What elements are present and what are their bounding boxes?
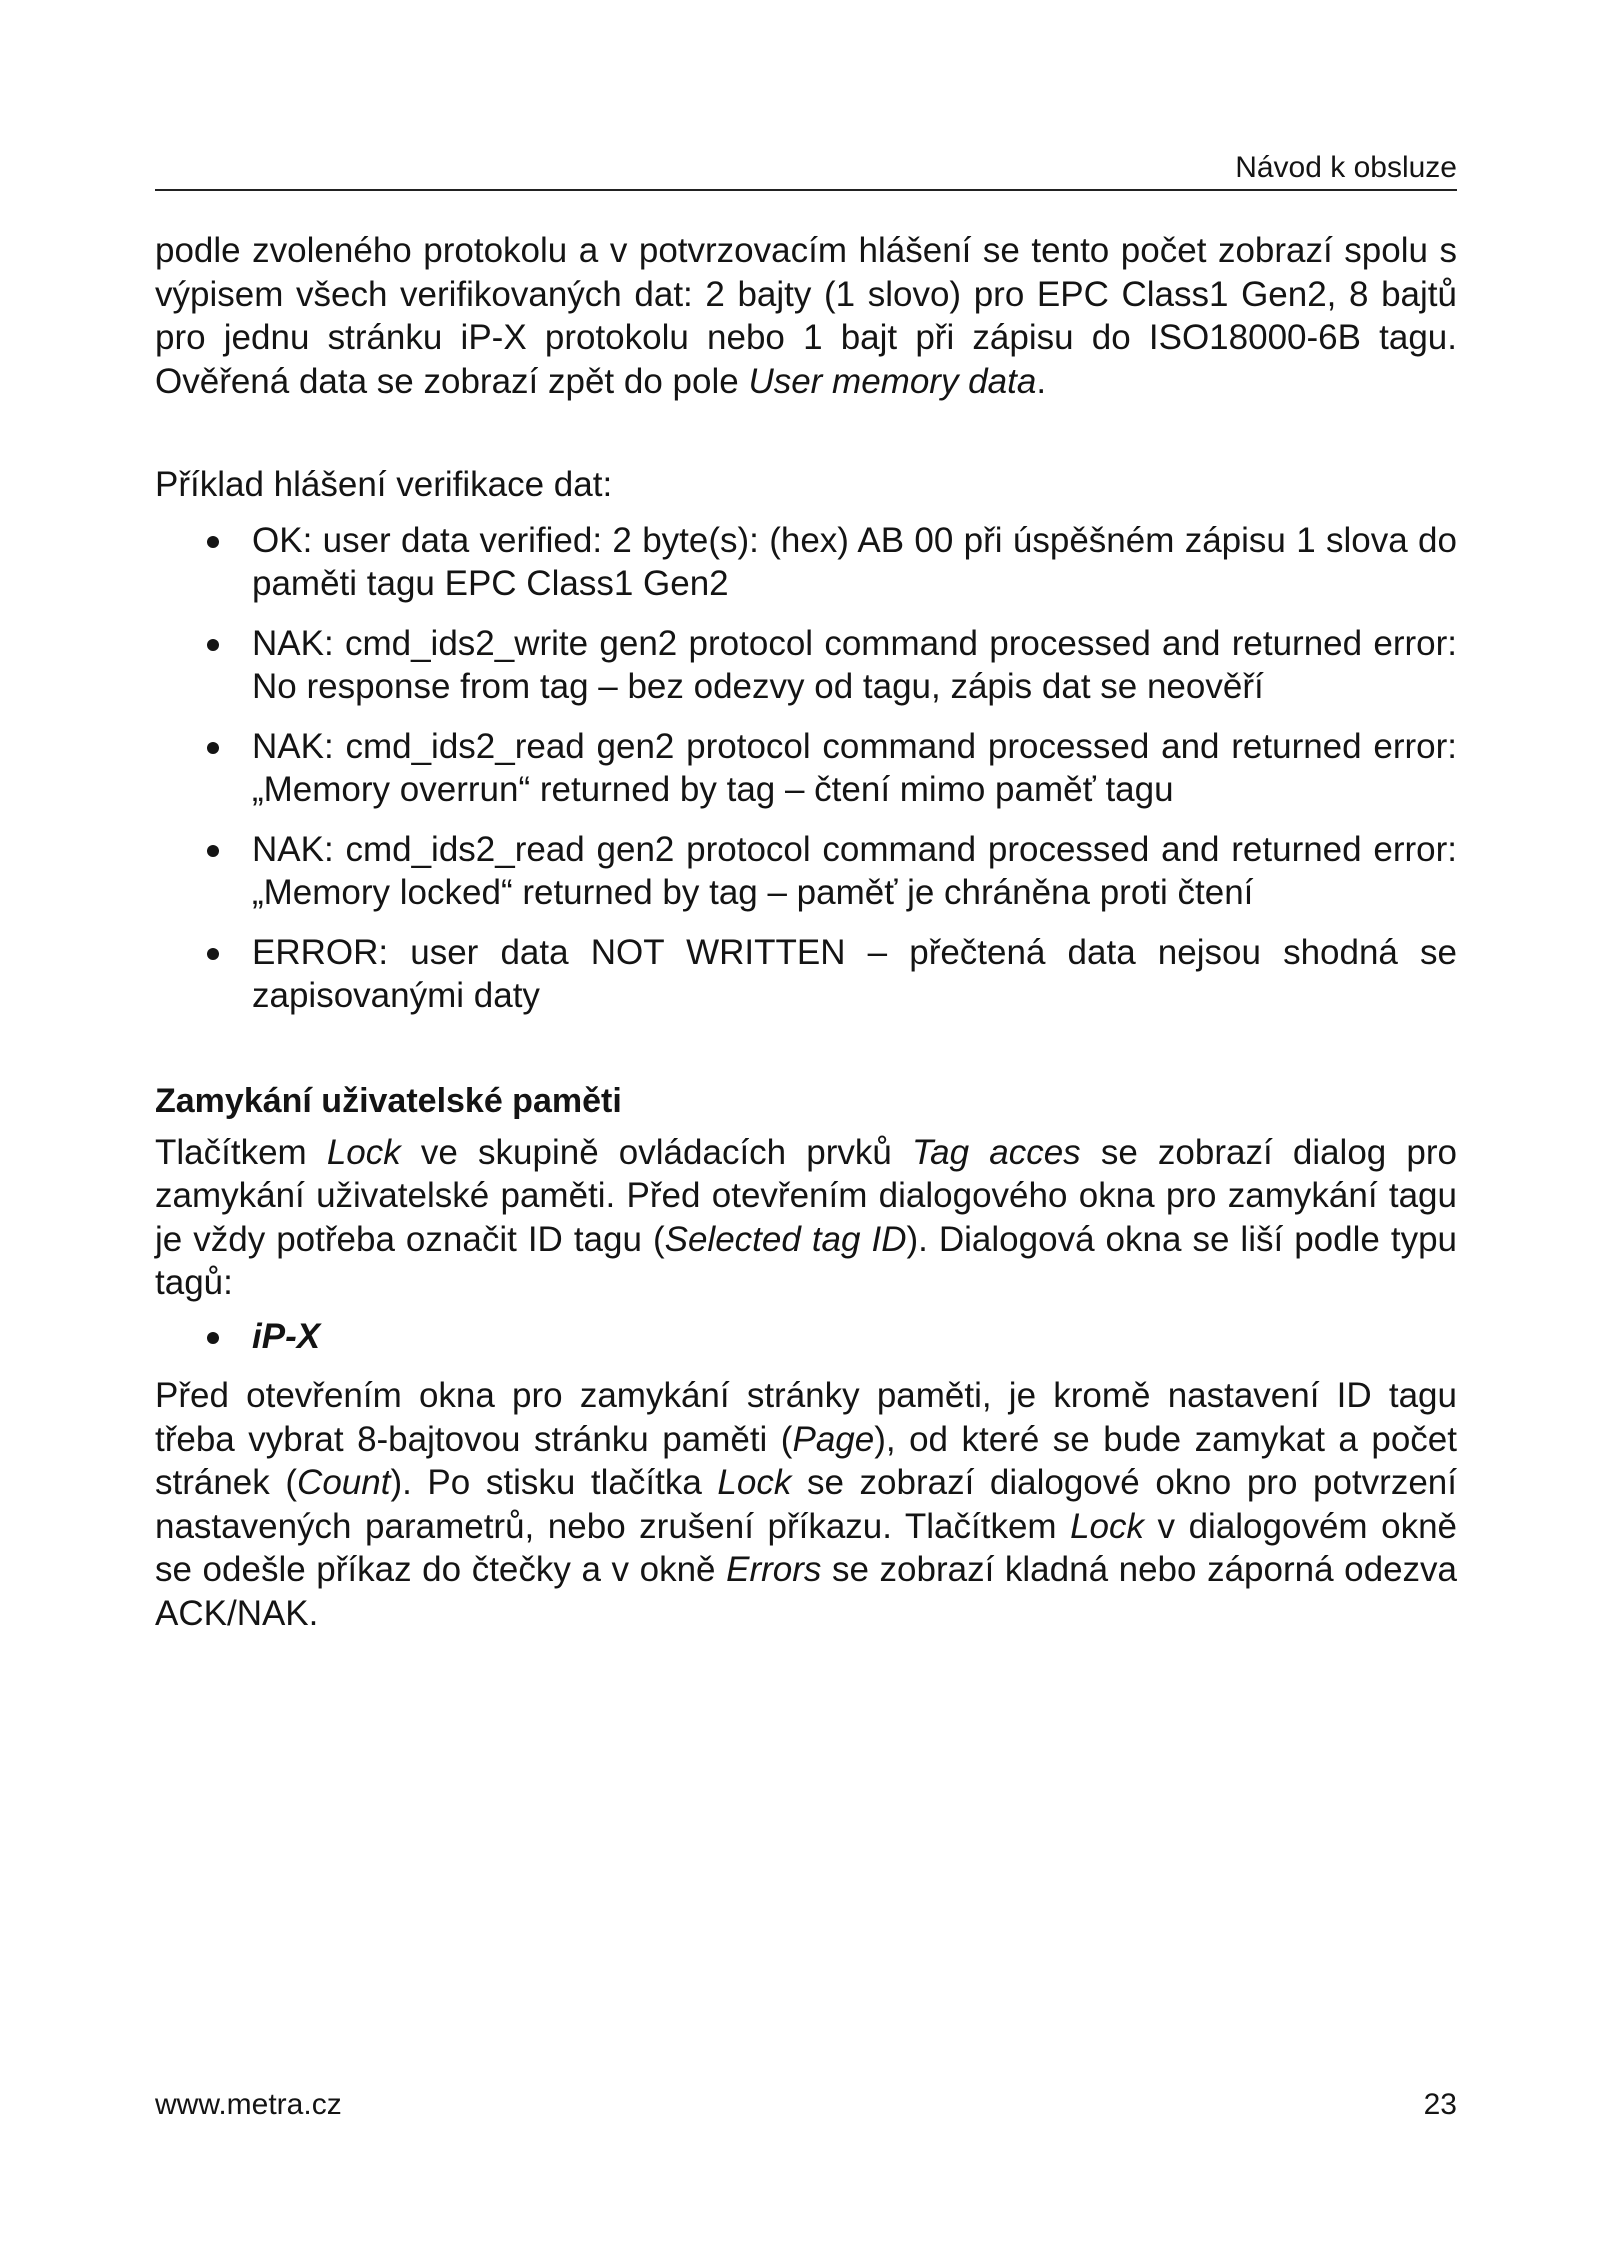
page-content (155, 229, 1457, 1635)
list-item: NAK: cmd_ids2_write gen2 protocol command processed and returned error: No response from tag – bez odezvy od tagu, zápis dat se neověří (155, 622, 1457, 709)
list-item: OK: user data verified: 2 byte(s): (hex) AB 00 při úspěšném zápisu 1 slova do paměti tagu EPC Class1 Gen2 (155, 519, 1457, 606)
page-number: 23 (1423, 2088, 1457, 2121)
verify-message-list (155, 519, 1457, 1018)
list-item: iP-X (155, 1315, 1457, 1359)
bullet-icon (207, 536, 219, 548)
bullet-icon (207, 948, 219, 960)
lock-intro-paragraph: Tlačítkem Lock ve skupině ovládacích prvků Tag acces se zobrazí dialog pro zamykání uživatelské paměti. Před otevřením dialogového okna pro zamykání tagu je vždy potřeba označit ID tagu (Selected tag ID). Dialogová okna se liší podle typu tagů: (155, 1132, 1457, 1302)
list-item: NAK: cmd_ids2_read gen2 protocol command processed and returned error: „Memory locked“ returned by tag – paměť je chráněna proti čtení (155, 828, 1457, 915)
footer-website: www.metra.cz (155, 2088, 342, 2121)
verify-example-lead: Příklad hlášení verifikace dat: (155, 465, 613, 504)
bullet-icon (207, 1332, 219, 1344)
section-heading: Zamykání uživatelské paměti (155, 1081, 622, 1120)
field-name: User memory data (748, 361, 1037, 401)
running-header: Návod k obsluze (1235, 151, 1457, 184)
intro-paragraph: podle zvoleného protokolu a v potvrzovacím hlášení se tento počet zobrazí spolu s výpisem všech verifikovaných dat: 2 bajty (1 slovo) pro EPC Class1 Gen2, 8 bajtů pro jednu stránku iP-X protokolu nebo 1 bajt při zápisu do ISO18000-6B tagu. Ověřená data se zobrazí zpět do pole User memory data. (155, 231, 1457, 401)
header-rule (155, 189, 1457, 191)
bullet-icon (207, 639, 219, 651)
bullet-icon (207, 845, 219, 857)
list-item: ERROR: user data NOT WRITTEN – přečtená data nejsou shodná se zapisovanými daty (155, 931, 1457, 1018)
document-page (155, 0, 1457, 2264)
ipx-lock-paragraph: Před otevřením okna pro zamykání stránky paměti, je kromě nastavení ID tagu třeba vybrat 8-bajtovou stránku paměti (Page), od které se bude zamykat a počet stránek (Count). Po stisku tlačítka Lock se zobrazí dialogové okno pro potvrzení nastavených parametrů, nebo zrušení příkazu. Tlačítkem Lock v dialogovém okně se odešle příkaz do čtečky a v okně Errors se zobrazí kladná nebo záporná odezva ACK/NAK. (155, 1376, 1458, 1633)
bullet-icon (207, 742, 219, 754)
tag-type-list (155, 1315, 1457, 1359)
list-item: NAK: cmd_ids2_read gen2 protocol command processed and returned error: „Memory overrun“ returned by tag – čtení mimo paměť tagu (155, 725, 1457, 812)
